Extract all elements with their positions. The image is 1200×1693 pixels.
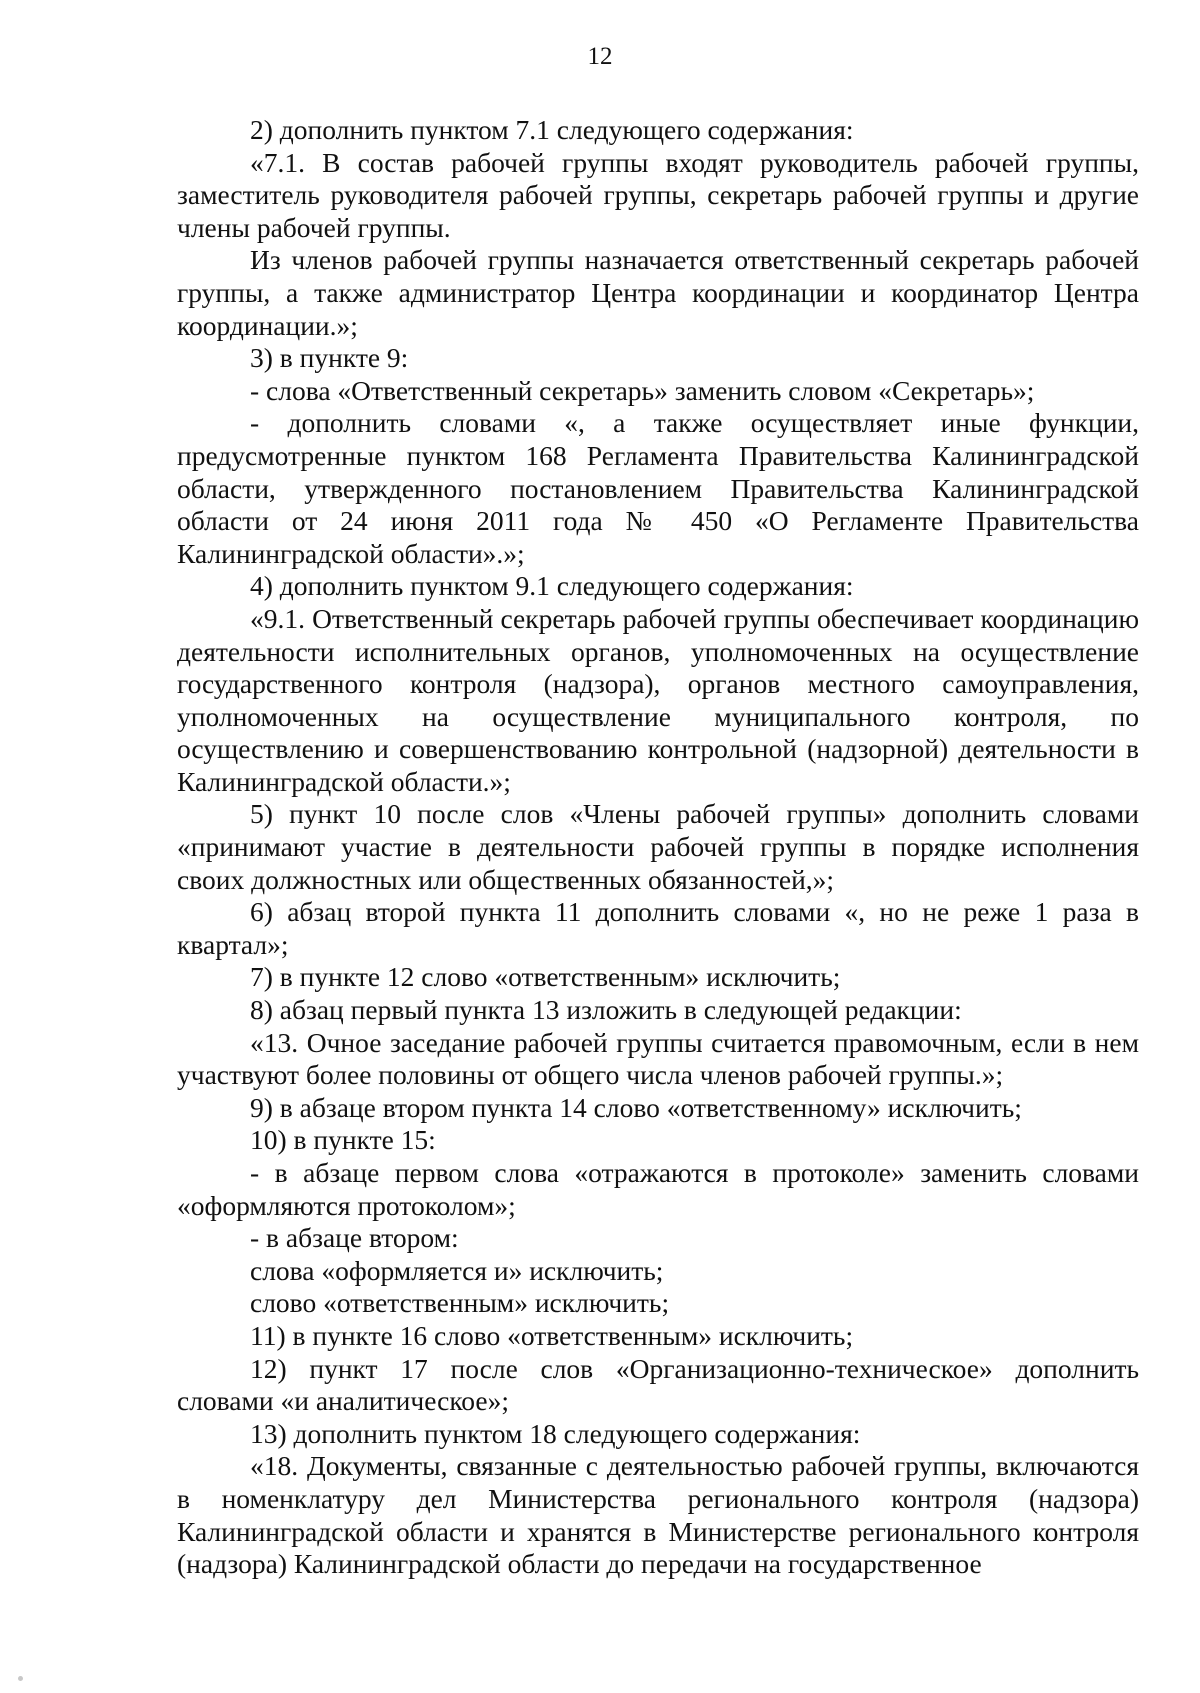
paragraph: 13) дополнить пунктом 18 следующего содержания: (250, 1417, 861, 1449)
paragraph: «9.1. Ответственный секретарь рабочей группы обеспечивает координацию деятельности исполнительных органов, уполномоченных на осуществление государственного контроля (надзора), органов местного самоуправления, уполномоченных на осуществление муниципального контроля, по осуществлению и совершенствованию контрольной (надзорной) деятельности в Калининградской области.»; (177, 602, 1139, 797)
paragraph: 7) в пункте 12 слово «ответственным» исключить; (250, 961, 841, 993)
paragraph: 8) абзац первый пункта 13 изложить в следующей редакции: (250, 994, 962, 1026)
paragraph: 9) в абзаце втором пункта 14 слово «ответственному» исключить; (250, 1091, 1022, 1123)
paragraph: 5) пункт 10 после слов «Члены рабочей группы» дополнить словами «принимают участие в деятельности рабочей группы в порядке исполнения своих должностных или общественных обязанностей,»; (177, 798, 1139, 895)
paragraph: «13. Очное заседание рабочей группы считается правомочным, если в нем участвуют более половины от общего числа членов рабочей группы.»; (177, 1026, 1139, 1091)
paragraph: «7.1. В состав рабочей группы входят руководитель рабочей группы, заместитель руководителя рабочей группы, секретарь рабочей группы и другие члены рабочей группы. (177, 146, 1139, 243)
paragraph: 3) в пункте 9: (250, 342, 409, 374)
paragraph: - в абзаце втором: (250, 1222, 459, 1254)
paragraph: - дополнить словами «, а также осуществляет иные функции, предусмотренные пунктом 168 Регламента Правительства Калининградской области, утвержденного постановлением Правительства Калининградской области от 24 июня 2011 года № 450 «О Регламенте Правительства Калининградской области».»; (177, 407, 1139, 569)
paragraph: 12) пункт 17 после слов «Организационно-техническое» дополнить словами «и аналитическое»; (177, 1352, 1139, 1417)
paragraph: «18. Документы, связанные с деятельностью рабочей группы, включаются в номенклатуру дел Министерства регионального контроля (надзора) Калининградской области и хранятся в Министерстве регионального контроля (надзора) Калининградской области до передачи на государственное (177, 1450, 1139, 1580)
paragraph: - в абзаце первом слова «отражаются в протоколе» заменить словами «оформляются протоколом»; (177, 1157, 1139, 1221)
paragraph: слова «оформляется и» исключить; (250, 1254, 664, 1286)
paragraph: Из членов рабочей группы назначается ответственный секретарь рабочей группы, а также администратор Центра координации и координатор Центра координации.»; (177, 244, 1139, 341)
paragraph: 10) в пункте 15: (250, 1124, 436, 1156)
paragraph: - слова «Ответственный секретарь» заменить словом «Секретарь»; (250, 374, 1035, 406)
paragraph: 4) дополнить пунктом 9.1 следующего содержания: (250, 570, 854, 602)
paragraph: 2) дополнить пунктом 7.1 следующего содержания: (250, 114, 854, 145)
page-number: 12 (587, 43, 613, 70)
scan-mark (18, 1676, 23, 1681)
paragraph: 6) абзац второй пункта 11 дополнить словами «, но не реже 1 раза в квартал»; (177, 896, 1139, 960)
paragraph: 11) в пункте 16 слово «ответственным» исключить; (250, 1319, 854, 1351)
document-body (177, 114, 1139, 1581)
paragraph: слово «ответственным» исключить; (250, 1287, 670, 1319)
